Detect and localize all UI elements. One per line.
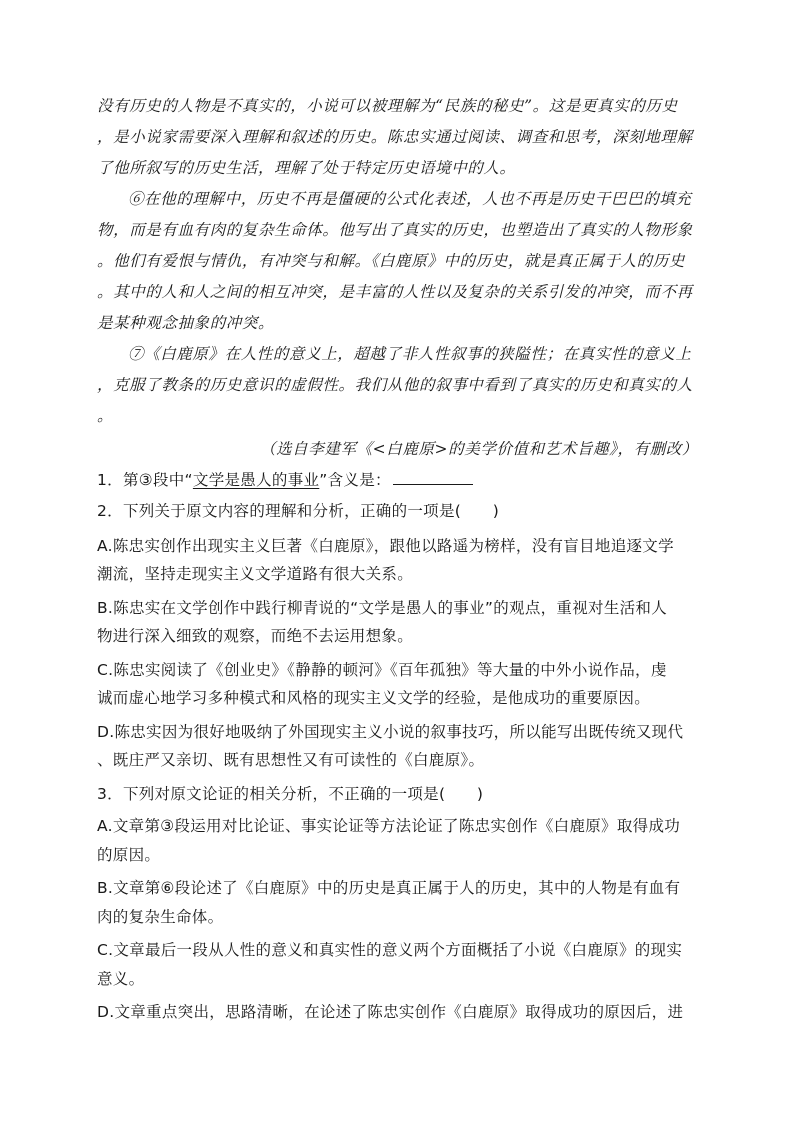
passage-line: 没有历史的人物是不真实的，小说可以被理解为“民族的秘史”。这是更真实的历史 [97,97,678,115]
q1-quote: 文学是愚人的事业 [192,471,320,489]
question-2-stem: 2．下列关于原文内容的理解和分析，正确的一项是( ) [97,502,500,520]
passage-line: ，克服了教条的历史意识的虚假性。我们从他的叙事中看到了真实的历史和真实的人 [97,376,693,394]
q3-option-a-cont: 的原因。 [97,846,161,864]
q3-option-c: C.文章最后一段从人性的意义和真实性的意义两个方面概括了小说《白鹿原》的现实 [97,941,683,959]
passage-line: 物，而是有血有肉的复杂生命体。他写出了真实的历史，也塑造出了真实的人物形象 [97,221,693,239]
passage-line: 。他们有爱恨与情仇，有冲突与和解。《白鹿原》中的历史，就是真正属于人的历史 [97,252,685,270]
q3-option-c-cont: 意义。 [97,970,145,988]
q3-option-d: D.文章重点突出，思路清晰，在论述了陈忠实创作《白鹿原》取得成功的原因后，进 [97,1003,684,1021]
passage-line: ⑦《白鹿原》在人性的意义上，超越了非人性叙事的狭隘性；在真实性的意义上 [128,345,692,363]
q3-option-b-cont: 肉的复杂生命体。 [97,908,224,926]
answer-blank[interactable] [393,470,473,485]
question-3-stem: 3．下列对原文论证的相关分析，不正确的一项是( ) [97,785,484,803]
source-citation: （选自李建军《<白鹿原>的美学价值和艺术旨趣》，有删改） [259,440,698,458]
passage-line: 是某种观念抽象的冲突。 [97,314,275,332]
q2-option-d-cont: 、既庄严又亲切、既有思想性又有可读性的《白鹿原》。 [97,751,485,769]
q2-option-b: B.陈忠实在文学创作中践行柳青说的“文学是愚人的事业”的观点，重视对生活和人 [97,599,668,617]
q2-option-a-cont: 潮流，坚持走现实主义文学道路有很大关系。 [97,565,414,583]
passage-line: ，是小说家需要深入理解和叙述的历史。陈忠实通过阅读、调查和思考，深刻地理解 [97,128,693,146]
q2-option-b-cont: 物进行深入细致的观察，而绝不去运用想象。 [97,627,414,645]
q3-option-b: B.文章第⑥段论述了《白鹿原》中的历史是真正属于人的历史，其中的人物是有血有 [97,879,681,897]
q2-option-a: A.陈忠实创作出现实主义巨著《白鹿原》，跟他以路遥为榜样，没有盲目地追逐文学 [97,537,674,555]
q1-suffix: ”含义是： [319,471,391,489]
q2-option-c: C.陈忠实阅读了《创业史》《静静的顿河》《百年孤独》等大量的中外小说作品，虔 [97,661,667,679]
passage-line: ⑥在他的理解中，历史不再是僵硬的公式化表述，人也不再是历史干巴巴的填充 [128,190,692,208]
passage-line: 。 [97,407,114,425]
q1-prefix: 1．第③段中“ [97,471,193,489]
question-1 [97,469,697,491]
q3-option-a: A.文章第③段运用对比论证、事实论证等方法论证了陈忠实创作《白鹿原》取得成功 [97,817,681,835]
q2-option-d: D.陈忠实因为很好地吸纳了外国现实主义小说的叙事技巧，所以能写出既传统又现代 [97,723,684,741]
passage-line: 。其中的人和人之间的相互冲突，是丰富的人性以及复杂的关系引发的冲突，而不再 [97,283,693,301]
q2-option-c-cont: 诚而虚心地学习多种模式和风格的现实主义文学的经验，是他成功的重要原因。 [97,689,651,707]
passage-line: 了他所叙写的历史生活，理解了处于特定历史语境中的人。 [97,159,516,177]
